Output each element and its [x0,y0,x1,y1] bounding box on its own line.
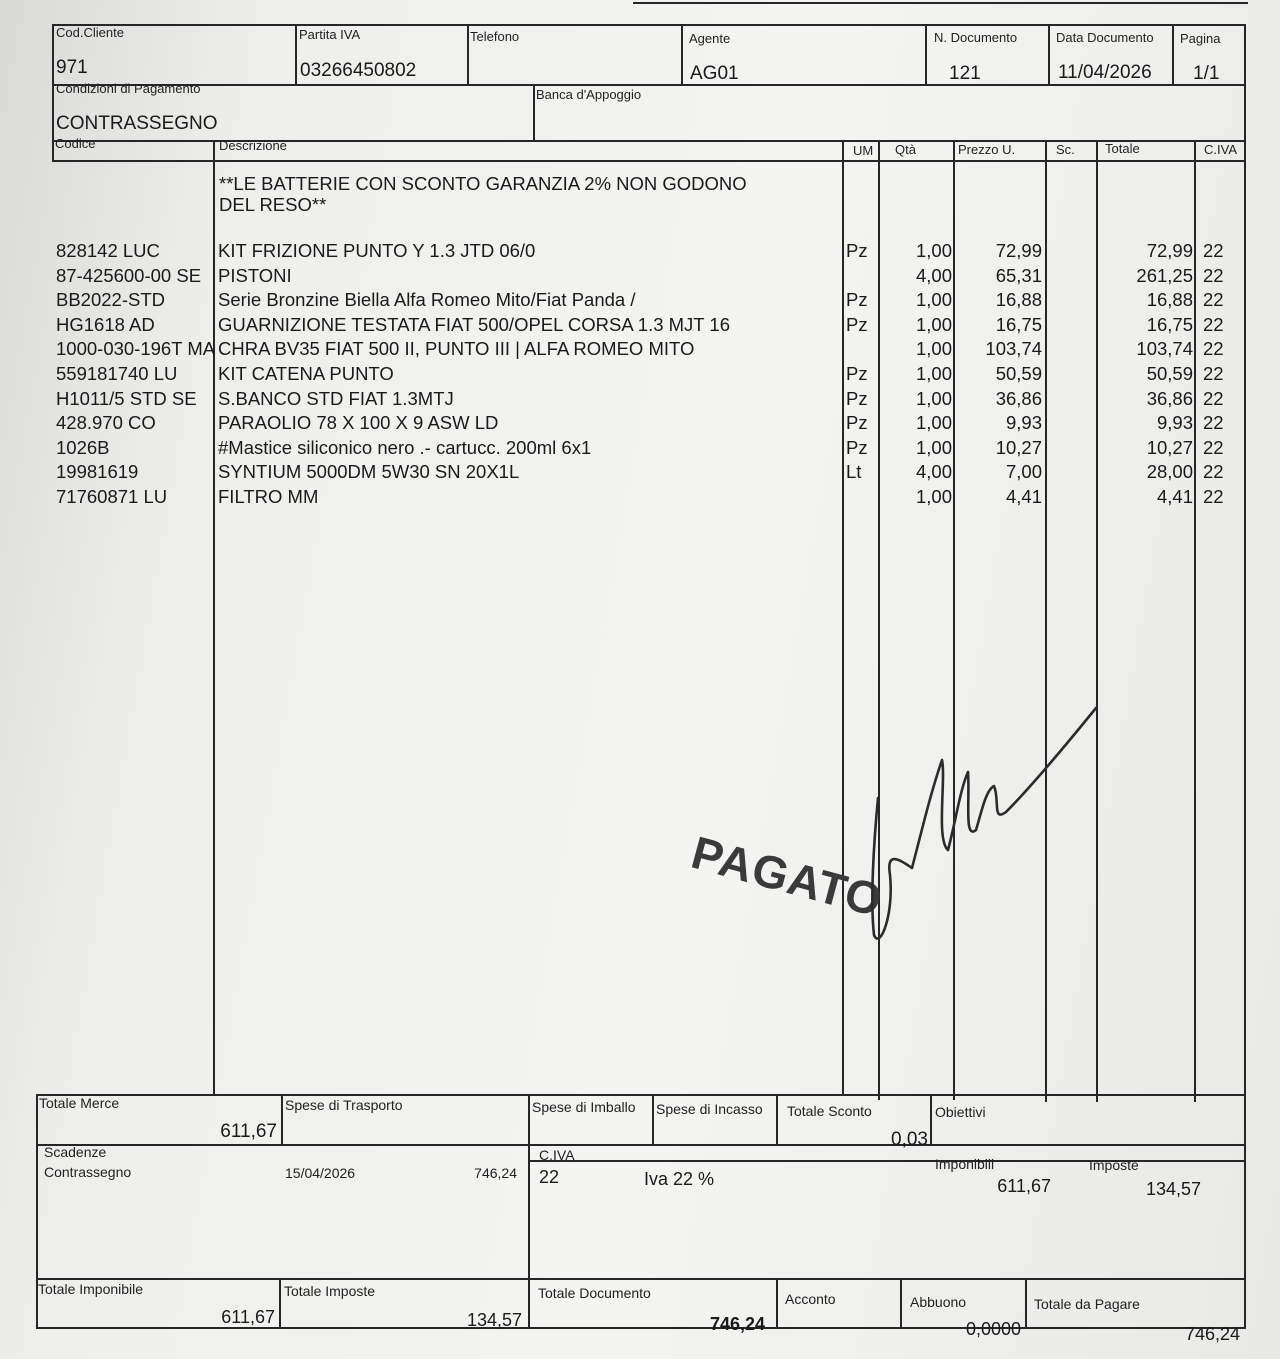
totale-imposte-value: 134,57 [466,1310,522,1330]
item-codice: 71760871 LU [56,486,168,507]
scadenze-label: Scadenze [44,1144,107,1160]
col-codice-header: Codice [55,136,96,151]
item-descrizione: SYNTIUM 5000DM 5W30 SN 20X1L [218,461,520,482]
totale-sconto-label: Totale Sconto [787,1103,872,1119]
note-line-1: **LE BATTERIE CON SCONTO GARANZIA 2% NON GODONO [219,173,747,194]
totale-documento-value: 746,24 [709,1314,765,1334]
item-codice: 1026B [56,437,110,458]
imposte-label: Imposte [1089,1157,1139,1173]
footer-sep [652,1094,654,1146]
col-line-prezzo [1045,140,1047,1102]
civa-description: Iva 22 % [644,1169,715,1189]
item-codice: 1000-030-196T MA [56,338,216,359]
item-prezzo: 103,74 [985,338,1042,359]
spese-incasso-label: Spese di Incasso [656,1101,763,1117]
header-sep [1048,24,1050,86]
banca-appoggio-label: Banca d'Appoggio [536,87,642,102]
item-descrizione: #Mastice siliconico nero .- cartucc. 200ml 6x1 [218,437,592,458]
item-prezzo: 16,88 [995,289,1042,310]
item-qta: 1,00 [915,437,952,458]
item-prezzo: 7,00 [1005,461,1042,482]
cod-cliente-label: Cod.Cliente [56,25,124,40]
column-header-border [52,160,1246,162]
item-prezzo: 72,99 [995,240,1042,261]
item-codice: 87-425600-00 SE [56,265,202,286]
header-sep [533,84,535,142]
footer-right-border [1244,1094,1246,1329]
item-codice: BB2022-STD [56,289,165,310]
agente-value: AG01 [690,63,739,84]
item-totale: 103,74 [1136,338,1193,359]
item-prezzo: 9,93 [1005,412,1042,433]
item-descrizione: KIT FRIZIONE PUNTO Y 1.3 JTD 06/0 [218,240,536,261]
item-totale: 4,41 [1156,486,1193,507]
scadenza-importo: 746,24 [474,1165,517,1181]
header-sep [925,24,927,86]
item-totale: 16,88 [1146,289,1193,310]
pagina-label: Pagina [1180,31,1221,46]
item-civa: 22 [1203,461,1224,482]
obiettivi-label: Obiettivi [935,1104,986,1120]
pagina-value: 1/1 [1193,63,1220,84]
totale-documento-label: Totale Documento [538,1285,651,1301]
item-totale: 72,99 [1146,240,1193,261]
col-line-um [878,140,880,1100]
footer-row1-border [36,1144,1246,1146]
item-descrizione: GUARNIZIONE TESTATA FIAT 500/OPEL CORSA 1.3 MJT 16 [218,314,730,335]
footer-sep [1025,1278,1027,1329]
footer-row2-border [36,1278,1246,1280]
partita-iva-value: 03266450802 [300,60,417,81]
item-codice: HG1618 AD [56,314,155,335]
item-descrizione: FILTRO MM [218,486,319,507]
footer-sep [776,1094,778,1146]
data-documento-label: Data Documento [1056,30,1154,45]
item-codice: H1011/5 STD SE [56,388,197,409]
n-documento-value: 121 [949,63,981,84]
item-prezzo: 36,86 [995,388,1042,409]
col-line-totale [1194,140,1196,1102]
footer-sep [776,1278,778,1329]
col-line-qta [953,140,955,1100]
totale-imposte-label: Totale Imposte [284,1283,376,1299]
item-totale: 10,27 [1146,437,1193,458]
item-descrizione: PARAOLIO 78 X 100 X 9 ASW LD [218,412,499,433]
item-um: Pz [846,240,868,261]
item-descrizione: CHRA BV35 FIAT 500 II, PUNTO III | ALFA ROMEO MITO [218,338,695,359]
abbuono-value: 0,0000 [965,1319,1021,1339]
item-um: Lt [846,461,862,482]
item-civa: 22 [1203,265,1224,286]
item-qta: 1,00 [915,412,952,433]
civa-label: C.IVA [539,1147,575,1163]
footer-top-border [36,1094,1246,1096]
totale-da-pagare-value: 746,24 [1184,1324,1240,1344]
item-um: Pz [846,363,868,384]
item-civa: 22 [1203,363,1224,384]
col-civa-header: C.IVA [1204,142,1237,157]
abbuono-label: Abbuono [910,1294,967,1310]
item-qta: 1,00 [915,314,952,335]
spese-trasporto-label: Spese di Trasporto [285,1097,403,1113]
top-divider [633,2,1248,4]
civa-code: 22 [539,1167,560,1187]
note-line-2: DEL RESO** [219,194,327,215]
item-civa: 22 [1203,240,1224,261]
item-civa: 22 [1203,314,1224,335]
col-descrizione-header: Descrizione [219,138,287,153]
cod-cliente-value: 971 [56,57,88,78]
pagato-stamp: PAGATO [686,825,889,927]
col-sc-header: Sc. [1056,142,1075,157]
footer-sep [281,1094,283,1146]
item-um: Pz [846,289,868,310]
item-civa: 22 [1203,486,1224,507]
footer-bottom-border [36,1327,1246,1329]
header-sep [467,24,469,86]
totale-imponibile-label: Totale Imponibile [38,1281,144,1297]
item-um: Pz [846,412,868,433]
telefono-label: Telefono [470,29,520,44]
item-descrizione: Serie Bronzine Biella Alfa Romeo Mito/Fiat Panda / [218,289,636,310]
item-totale: 28,00 [1146,461,1193,482]
spese-imballo-label: Spese di Imballo [532,1099,636,1115]
item-qta: 1,00 [915,338,952,359]
data-documento-value: 11/04/2026 [1058,62,1152,83]
n-documento-label: N. Documento [934,30,1018,45]
header-sep [295,24,297,86]
item-qta: 1,00 [915,240,952,261]
item-um: Pz [846,314,868,335]
totale-sconto-value: 0,03 [891,1129,928,1150]
item-civa: 22 [1203,388,1224,409]
item-um: Pz [846,437,868,458]
item-totale: 36,86 [1146,388,1193,409]
item-codice: 559181740 LU [56,363,178,384]
agente-label: Agente [689,31,731,46]
item-civa: 22 [1203,338,1224,359]
item-prezzo: 50,59 [995,363,1042,384]
item-prezzo: 65,31 [995,265,1042,286]
imposte-value: 134,57 [1145,1179,1201,1199]
scadenza-tipo: Contrassegno [44,1164,132,1180]
col-prezzo-header: Prezzo U. [958,142,1016,157]
imponibili-label: Imponibili [935,1156,995,1172]
header-sep [681,24,683,86]
signature-icon [860,700,1100,950]
col-line-right [1244,140,1246,1102]
item-descrizione: PISTONI [218,265,292,286]
col-totale-header: Totale [1105,141,1140,156]
partita-iva-label: Partita IVA [299,27,361,42]
item-totale: 9,93 [1156,412,1193,433]
item-descrizione: S.BANCO STD FIAT 1.3MTJ [218,388,454,409]
item-prezzo: 16,75 [995,314,1042,335]
imponibili-value: 611,67 [997,1176,1051,1196]
item-totale: 16,75 [1146,314,1193,335]
item-civa: 22 [1203,412,1224,433]
item-civa: 22 [1203,289,1224,310]
item-civa: 22 [1203,437,1224,458]
totale-imponibile-value: 611,67 [221,1307,275,1327]
header-left-border [52,24,54,162]
item-totale: 50,59 [1146,363,1193,384]
item-qta: 4,00 [915,265,952,286]
item-descrizione: KIT CATENA PUNTO [218,363,394,384]
item-um: Pz [846,388,868,409]
scadenza-data: 15/04/2026 [285,1165,356,1181]
item-codice: 19981619 [56,461,139,482]
header-row1-border [52,84,1246,86]
footer-sep [930,1094,932,1146]
item-qta: 1,00 [915,486,952,507]
item-qta: 1,00 [915,363,952,384]
item-qta: 1,00 [915,388,952,409]
col-qta-header: Qtà [895,142,916,157]
col-um-header: UM [853,143,874,158]
item-prezzo: 4,41 [1005,486,1042,507]
header-top-border [52,24,1246,26]
totale-da-pagare-label: Totale da Pagare [1034,1296,1140,1312]
item-prezzo: 10,27 [995,437,1042,458]
totale-merce-value: 611,67 [220,1121,277,1142]
item-totale: 261,25 [1136,265,1193,286]
footer-sep [279,1278,281,1329]
item-codice: 428.970 CO [56,412,156,433]
condizioni-pagamento-value: CONTRASSEGNO [56,113,218,134]
item-codice: 828142 LUC [56,240,160,261]
header-sep [1172,24,1174,86]
item-qta: 1,00 [915,289,952,310]
footer-sep [528,1094,530,1329]
totale-merce-label: Totale Merce [39,1095,120,1111]
condizioni-pagamento-label: Condizioni di Pagamento [56,81,201,96]
acconto-label: Acconto [785,1291,836,1307]
item-qta: 4,00 [915,461,952,482]
footer-sep [900,1278,902,1329]
